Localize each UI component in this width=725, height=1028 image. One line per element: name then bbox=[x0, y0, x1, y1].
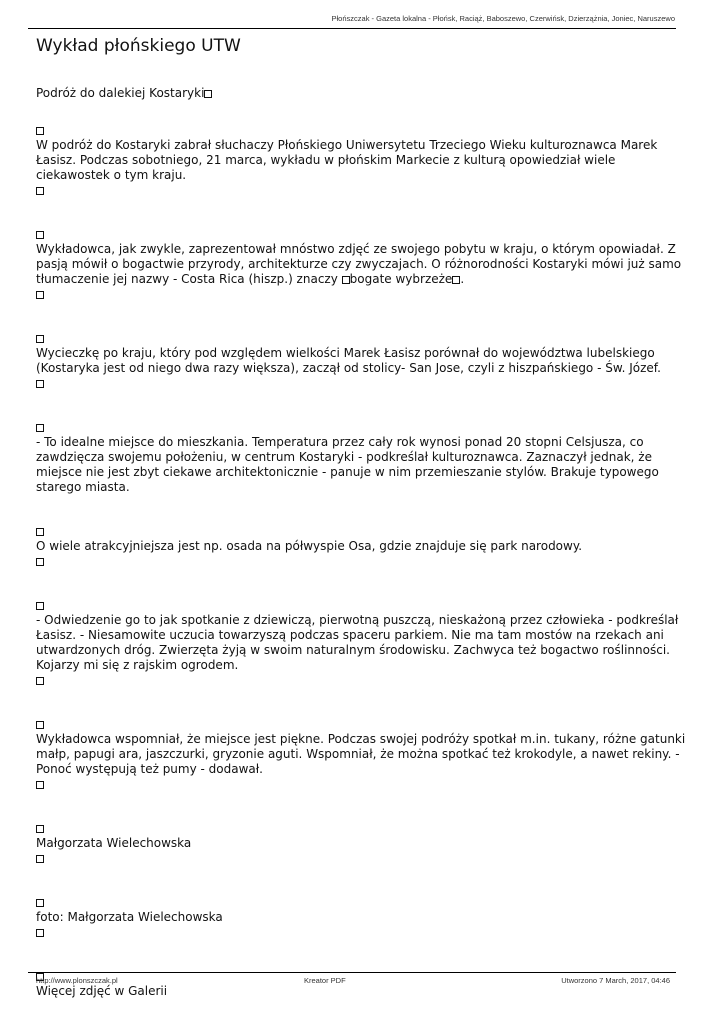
paragraph-block bbox=[36, 123, 686, 198]
paragraph-block bbox=[36, 420, 686, 495]
footer-created-date: Utworzono 7 March, 2017, 04:46 bbox=[561, 976, 670, 985]
paragraph: W podróż do Kostaryki zabrał słuchaczy Płońskiego Uniwersytetu Trzeciego Wieku kulturoznawca Marek Łasisz. Podczas sobotniego, 21 marca, wykładu w płońskim Markecie z kulturą opowiedział wiele ciekawostek o tym kraju. bbox=[36, 138, 658, 182]
missing-glyph-box bbox=[36, 187, 44, 195]
paragraph: Wycieczkę po kraju, który pod względem wielkości Marek Łasisz porównał do województwa lubelskiego (Kostaryka jest od niego dwa razy większa), zaczął od stolicy- San Jose, czyli z hiszpańskiego - Św. Józef. bbox=[36, 346, 661, 375]
paragraph-block bbox=[36, 331, 686, 391]
missing-glyph-box bbox=[36, 855, 44, 863]
missing-glyph-box bbox=[36, 127, 44, 135]
paragraph-block bbox=[36, 717, 686, 792]
missing-glyph-box bbox=[36, 899, 44, 907]
missing-glyph-box bbox=[36, 677, 44, 685]
missing-glyph-box bbox=[452, 276, 460, 284]
page-title: Wykład płońskiego UTW bbox=[36, 36, 241, 56]
author-name: Małgorzata Wielechowska bbox=[36, 836, 192, 850]
subtitle-text: Podróż do dalekiej Kostaryki bbox=[36, 86, 205, 100]
paragraph: - To idealne miejsce do mieszkania. Temperatura przez cały rok wynosi ponad 20 stopni Celsjusza, co zawdzięcza swojemu położeniu, w centrum Kostaryki - podkreślał kulturoznawca. Zaznaczył jednak, że miejsce nie jest zbyt ciekawe architektonicznie - panuje w nim przemieszanie stylów. Brakuje typowego starego miasta. bbox=[36, 435, 659, 494]
paragraph: Wykładowca wspomniał, że miejsce jest piękne. Podczas swojej podróży spotkał m.in. tukany, różne gatunki małp, papugi ara, jaszczurki, gryzonie aguti. Wspomniał, że można spotkać też krokodyle, a nawet rekiny. - Ponoć występują też pumy - dodawał. bbox=[36, 732, 686, 776]
author-block bbox=[36, 821, 686, 866]
missing-glyph-box bbox=[342, 276, 350, 284]
paragraph: - Odwiedzenie go to jak spotkanie z dziewiczą, pierwotną puszczą, nieskażoną przez człowieka - podkreślał Łasisz. - Niesamowite uczucia towarzyszą podczas spaceru parkiem. Nie ma tam mostów na rzekach ani utwardzonych dróg. Zwierzęta żyją w swoim naturalnym środowisku. Zachwyca też bogactwo roślinności. Kojarzy mi się z rajskim ogrodem. bbox=[36, 613, 679, 672]
paragraph: Wykładowca, jak zwykle, zaprezentował mnóstwo zdjęć ze swojego pobytu w kraju, o którym opowiadał. Z pasją mówił o bogactwie przyrody, architekturze czy zwyczajach. O różnorodności Kostaryki mówi już samo tłumaczenie jej nazwy - Costa Rica (hiszp.) znaczy bogate wybrzeże . bbox=[36, 242, 682, 286]
missing-glyph-box bbox=[36, 424, 44, 432]
missing-glyph-box bbox=[204, 90, 212, 98]
missing-glyph-box bbox=[36, 929, 44, 937]
header-divider bbox=[28, 28, 676, 29]
missing-glyph-box bbox=[36, 781, 44, 789]
photo-credit: foto: Małgorzata Wielechowska bbox=[36, 910, 223, 924]
paragraph: O wiele atrakcyjniejsza jest np. osada na półwyspie Osa, gdzie znajduje się park narodowy. bbox=[36, 539, 583, 553]
missing-glyph-box bbox=[36, 291, 44, 299]
missing-glyph-box bbox=[36, 380, 44, 388]
quoted-phrase: bogate wybrzeże bbox=[349, 272, 453, 286]
footer-divider bbox=[28, 972, 676, 973]
photo-credit-block bbox=[36, 895, 686, 940]
paragraph-block bbox=[36, 598, 686, 688]
missing-glyph-box bbox=[36, 231, 44, 239]
paragraph-block bbox=[36, 524, 686, 569]
missing-glyph-box bbox=[36, 528, 44, 536]
paragraph-text: Wykładowca, jak zwykle, zaprezentował mnóstwo zdjęć ze swojego pobytu w kraju, o którym opowiadał. Z pasją mówił o bogactwie przyrody, architekturze czy zwyczajach. O różnorodności Kostaryki mówi już samo tłumaczenie jej nazwy - Costa Rica (hiszp.) znaczy bbox=[36, 242, 682, 286]
missing-glyph-box bbox=[36, 558, 44, 566]
paragraph-block bbox=[36, 227, 686, 302]
missing-glyph-box bbox=[36, 721, 44, 729]
missing-glyph-box bbox=[36, 825, 44, 833]
article-subtitle bbox=[36, 86, 686, 101]
site-header-line: Płońszczak - Gazeta lokalna - Płońsk, Raciąż, Baboszewo, Czerwińsk, Dzierzążnia, Joniec, Naruszewo bbox=[331, 14, 675, 23]
missing-glyph-box bbox=[36, 335, 44, 343]
footer-generator: Kreator PDF bbox=[304, 976, 346, 985]
footer-url[interactable]: http://www.plonszczak.pl bbox=[36, 976, 118, 985]
article-body bbox=[36, 86, 686, 1028]
missing-glyph-box bbox=[36, 602, 44, 610]
gallery-link[interactable]: Więcej zdjęć w Galerii bbox=[36, 984, 168, 998]
